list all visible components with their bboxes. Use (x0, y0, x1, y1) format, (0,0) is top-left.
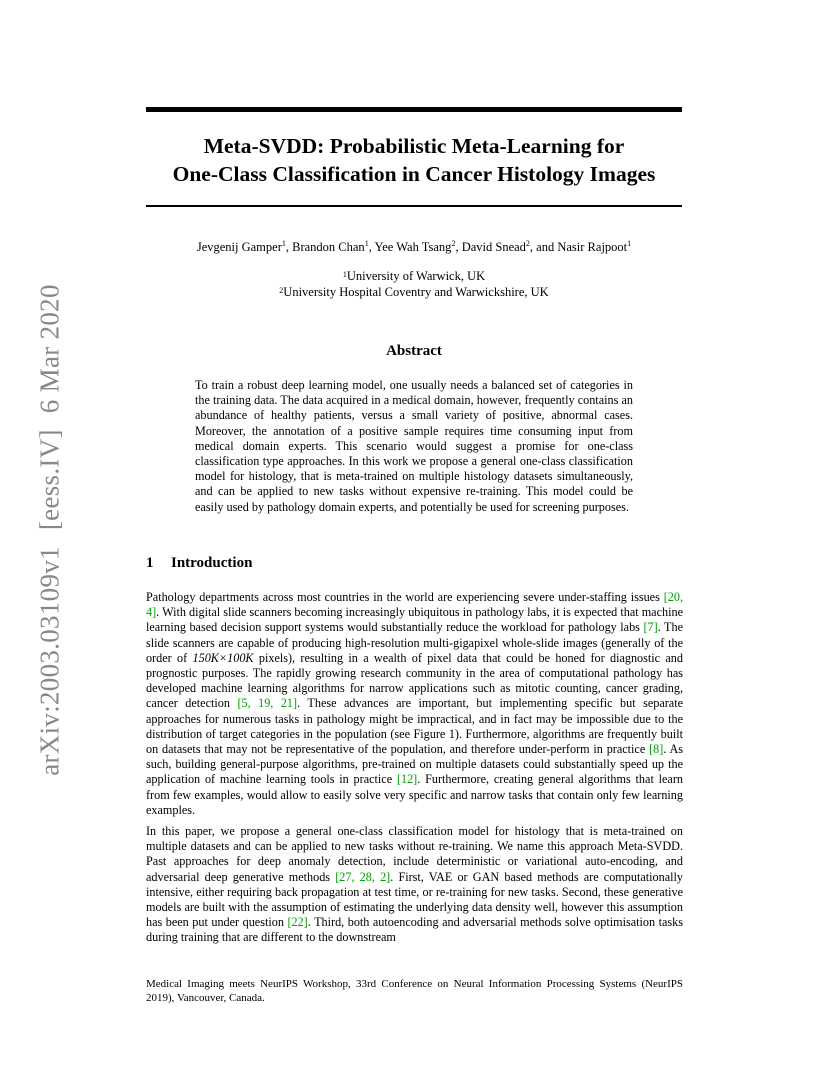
paper-title (146, 132, 682, 188)
author: David Snead (461, 240, 526, 254)
title-line-1: Meta-SVDD: Probabilistic Meta-Learning for (203, 134, 625, 158)
arxiv-category: [eess.IV] (34, 429, 65, 531)
arxiv-date: 6 Mar 2020 (34, 284, 65, 414)
citation-link[interactable]: [27, 28, 2] (335, 869, 391, 884)
section-heading-introduction (146, 555, 252, 572)
author: Yee Wah Tsang (374, 240, 452, 254)
citation-link[interactable]: [5, 19, 21] (237, 696, 298, 711)
affiliation: $^1$University of Warwick, UK (342, 269, 486, 283)
title-line-2: One-Class Classification in Cancer Histology Images (172, 162, 656, 186)
author: Brandon Chan (292, 240, 365, 254)
intro-paragraph-2: In this paper, we propose a general one-class classification model for histology that is meta-trained on multiple datasets and can be applied to new tasks without re-training. We name this approach Meta-SVDD. Past approaches for deep anomaly detection, include deterministic or variational auto-encoding, and adversarial deep generative methods [27, 28, 2]. First, VAE or GAN based methods are computationally intensive, either requiring back propagation at test time, or re-training for new tasks. Second, these generative models are built with the assumption of estimating the underlying data density well, however this assumption has been put under question [22]. Third, both autoencoding and adversarial methods solve optimisation tasks during training that are different to the downstream (146, 824, 684, 945)
footnote: Medical Imaging meets NeurIPS Workshop, 33rd Conference on Neural Information Processing Systems (NeurIPS 2019), Vancouver, Canada. (146, 978, 683, 1004)
citation-link[interactable]: [20, 4] (146, 590, 683, 620)
arxiv-id: arXiv:2003.03109v1 (34, 546, 65, 776)
title-rule-bottom (146, 205, 682, 207)
title-rule-top (146, 107, 682, 112)
affiliation: $^2$University Hospital Coventry and Warwickshire, UK (279, 285, 549, 299)
section-number: 1 (146, 555, 154, 571)
author: Jevgenij Gamper (196, 240, 282, 254)
citation-link[interactable]: [7] (643, 620, 658, 635)
author: Nasir Rajpoot (557, 240, 628, 254)
section-title: Introduction (171, 555, 253, 571)
abstract-text: To train a robust deep learning model, one usually needs a balanced set of categories in the training data. The data acquired in a medical domain, however, frequently contains an abundance of healthy patients, versus a small variety of positive, abnormal cases. Moreover, the annotation of a positive sample requires time consuming input from medical domain experts. This scenario would suggest a promise for one-class classification type approaches. In this work we propose a general one-class classification model for histology, that is meta-trained on multiple histology datasets simultaneously, and can be applied to new tasks without expensive re-training. This model could be easily used by pathology domain experts, and potentially be used for screening purposes. (195, 378, 633, 514)
arxiv-sidebar (35, 276, 66, 784)
citation-link[interactable]: [12] (396, 772, 418, 787)
math-expression: 150K×100K (192, 650, 254, 665)
abstract-heading: Abstract (386, 343, 442, 359)
citation-link[interactable]: [22] (287, 915, 308, 930)
affiliations (146, 268, 682, 300)
intro-paragraph-1: Pathology departments across most countries in the world are experiencing severe under-staffing issues [20, 4]. With digital slide scanners becoming increasingly ubiquitous in pathology labs, it is expected that machine learning based decision support systems would substantially reduce the workload for pathology labs [7]. The slide scanners are capable of producing high-resolution multi-gigapixel whole-slide images (generally of the order of 150K×100K pixels), resulting in a wealth of pixel data that could be honed for diagnostic and prognostic purposes. The rapidly growing research community in the area of computational pathology has developed machine learning algorithms for narrow applications such as mitotic counting, cancer grading, cancer detection [5, 19, 21]. These advances are important, but implementing specific but separate approaches for numerous tasks in pathology might be impractical, and in fact may be impossible due to the distribution of target categories in the population (see Figure 1). Furthermore, algorithms are frequently built on datasets that may not be representative of the population, and therefore under-perform in practice [8]. As such, building general-purpose algorithms, pre-trained on multiple datasets could substantially speed up the application of machine learning tools in practice [12]. Furthermore, creating general algorithms that learn from few examples, would allow to easily solve very specific and narrow tasks that contain only few learning examples. (146, 590, 684, 817)
citation-link[interactable]: [8] (649, 742, 664, 757)
author-list: Jevgenij Gamper$^1$, Brandon Chan$^1$, Yee Wah Tsang$^2$, David Snead$^2$, and Nasir Rajpoot$^1$ (196, 239, 632, 254)
